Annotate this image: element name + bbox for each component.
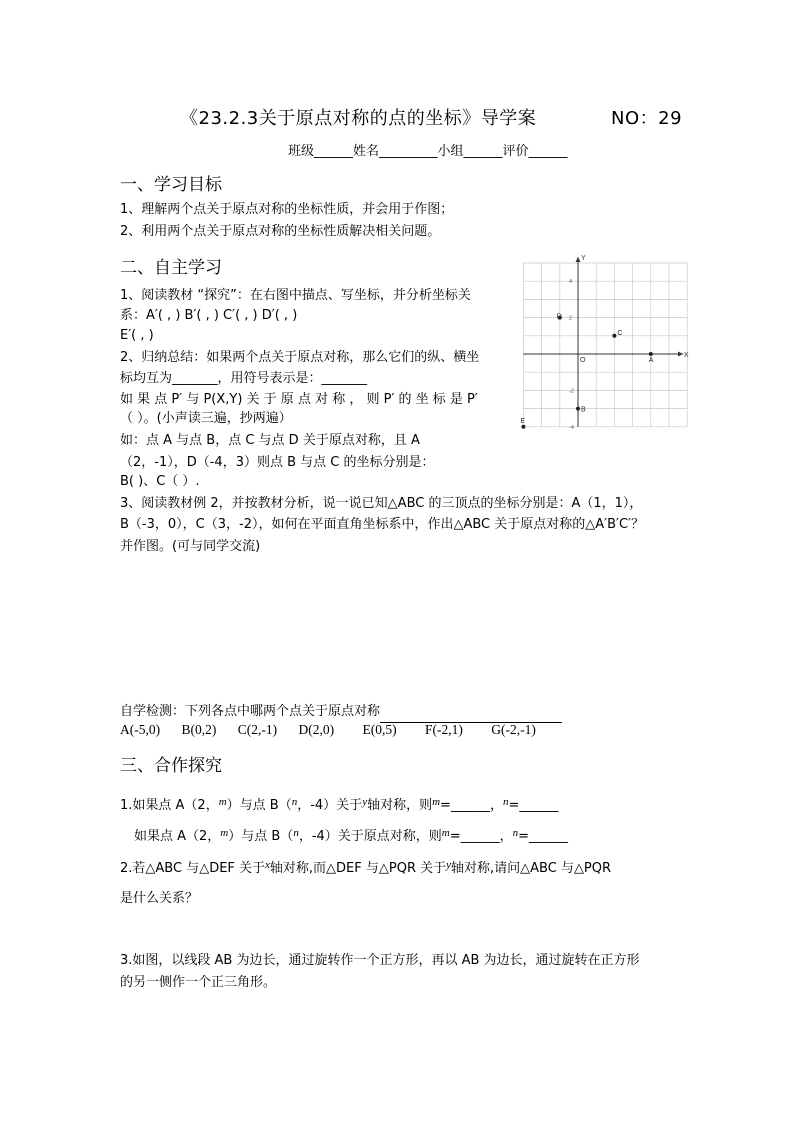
- objective-1: 1、理解两个点关于原点对称的坐标性质，并会用于作图；: [120, 202, 454, 217]
- q1a-eq2: =______: [508, 798, 559, 813]
- section1-heading: 一、学习目标: [120, 175, 222, 195]
- tick-label: 4: [569, 279, 573, 286]
- var-m: m: [220, 827, 229, 839]
- tick-label: -2: [569, 388, 574, 395]
- self-check-text: 自学检测：下列各点中哪两个点关于原点对称: [120, 704, 381, 719]
- tick-labels: [569, 279, 574, 431]
- q1b-prefix: 如果点 A（2，: [134, 829, 221, 844]
- task1-line2: 系：A′( , ) B′( , ) C′( , ) D′( , ): [120, 308, 298, 323]
- check-point: G(-2,-1): [491, 722, 536, 737]
- page-title: 《23.2.3关于原点对称的点的坐标》导学案: [180, 108, 537, 129]
- x-axis-label: X: [684, 352, 689, 359]
- section2-heading: 二、自主学习: [120, 258, 222, 278]
- document-number: NO：29: [611, 108, 683, 129]
- check-point: E(0,5): [362, 722, 397, 737]
- point-a: [649, 352, 653, 356]
- q1a-mid2: ，-4）关于: [297, 798, 363, 813]
- point-b: [576, 407, 580, 411]
- q1a-eq: =______，: [440, 798, 503, 813]
- var-n: n: [291, 796, 298, 808]
- question-2-line2: 是什么关系？: [120, 891, 199, 906]
- var-m: m: [218, 796, 227, 808]
- question-1a: [120, 795, 558, 817]
- check-point: D(2,0): [298, 722, 335, 737]
- task2-line2: 标均互为_______，用符号表示是：_______: [120, 371, 368, 386]
- self-check-answer-line: [380, 708, 562, 723]
- question-3-line2: 的另一侧作一个正三角形。: [120, 975, 277, 990]
- objective-2: 2、利用两个点关于原点对称的坐标性质解决相关问题。: [120, 224, 441, 239]
- var-n: n: [293, 827, 299, 839]
- var-n: n: [512, 827, 519, 839]
- task2-line4: （ ）。(小声读三遍，抄两遍）: [120, 411, 292, 426]
- q2-mid: 轴对称,而△DEF 与△PQR 关于: [269, 861, 447, 876]
- example-line1: 如：点 A 与点 B，点 C 与点 D 关于原点对称，且 A: [120, 433, 420, 448]
- var-y: y: [362, 796, 368, 808]
- task2-line3: 如 果 点 P′ 与 P(X,Y) 关 于 原 点 对 称 ， 则 P′ 的 坐 标 是 P′: [120, 392, 478, 407]
- task3-line3: 并作图。(可与同学交流): [120, 539, 261, 554]
- point-e: [521, 425, 525, 429]
- point-label-e: E: [520, 417, 526, 425]
- example-line2: （2，-1），D（-4，3）则点 B 与点 C 的坐标分别是：: [120, 455, 435, 470]
- check-points-row: [120, 722, 536, 738]
- y-axis-label: Y: [581, 255, 586, 262]
- question-2-line1: [120, 858, 611, 880]
- tick-label: -4: [569, 424, 574, 431]
- q1a-axis: 轴对称，则: [367, 798, 433, 813]
- var-n: n: [502, 796, 509, 808]
- task2-line1: 2、归纳总结：如果两个点关于原点对称，那么它们的纵、横坐: [120, 350, 480, 365]
- task1-line3: E′( , ): [120, 328, 154, 343]
- point-label-c: C: [617, 329, 623, 337]
- grid: [523, 263, 687, 427]
- q1b-axis: 关于原点对称，则: [337, 829, 442, 844]
- q1b-mid: ）与点 B（: [228, 829, 294, 844]
- self-check-label: [120, 701, 562, 723]
- point-label-a: A: [648, 357, 654, 364]
- q1a-mid: ）与点 B（: [226, 798, 292, 813]
- q2-prefix: 2.若△ABC 与△DEF 关于: [120, 861, 266, 876]
- var-m: m: [441, 827, 450, 839]
- task3-line2: B（-3，0），C（3，-2），如何在平面直角坐标系中，作出△ABC 关于原点对称的△A′B′C′？: [120, 517, 644, 532]
- example-line3: B( )、C（ ）.: [120, 474, 200, 489]
- y-axis-arrow: [576, 257, 581, 262]
- q2-post: 轴对称,请问△ABC 与△PQR: [451, 861, 612, 876]
- coordinate-graph: [516, 255, 689, 433]
- point-label-d: D: [556, 313, 562, 321]
- axes: [523, 255, 689, 427]
- q1a-prefix: 1.如果点 A（2，: [120, 798, 219, 813]
- var-x: x: [265, 859, 270, 871]
- check-point: F(-2,1): [425, 722, 463, 737]
- task3-line1: 3、阅读教材例 2，并按教材分析，说一说已知△ABC 的三顶点的坐标分别是：A（1，1），: [120, 496, 643, 511]
- var-m: m: [432, 796, 441, 808]
- section3-heading: 三、合作探究: [120, 756, 222, 776]
- task1-line1: 1、阅读教材 “探究”：在右图中描点、写坐标，并分析坐标关: [120, 288, 471, 303]
- point-label-b: B: [581, 406, 586, 414]
- q1b-eq2: =______: [518, 829, 569, 844]
- check-point: B(0,2): [181, 722, 217, 737]
- points: [520, 314, 653, 429]
- q1b-eq: =______，: [449, 829, 513, 844]
- x-axis-arrow: [678, 352, 683, 357]
- question-1b: 如果点 A（2，$^m$）与点 B（$^n$，-4）关于原点对称，则$^m$=______，$^n$=______: [134, 827, 569, 844]
- question-3-line1: 3.如图，以线段 AB 为边长，通过旋转作一个正方形，再以 AB 为边长，通过旋转在正方形: [120, 953, 640, 968]
- info-line: 班级______姓名_________小组______评价______: [288, 144, 568, 159]
- tick-label: 2: [569, 315, 573, 322]
- check-point: C(2,-1): [237, 722, 278, 737]
- point-c: [612, 334, 616, 338]
- origin-label: O: [580, 357, 586, 364]
- var-y: y: [446, 859, 452, 871]
- check-point: A(-5,0): [120, 722, 161, 737]
